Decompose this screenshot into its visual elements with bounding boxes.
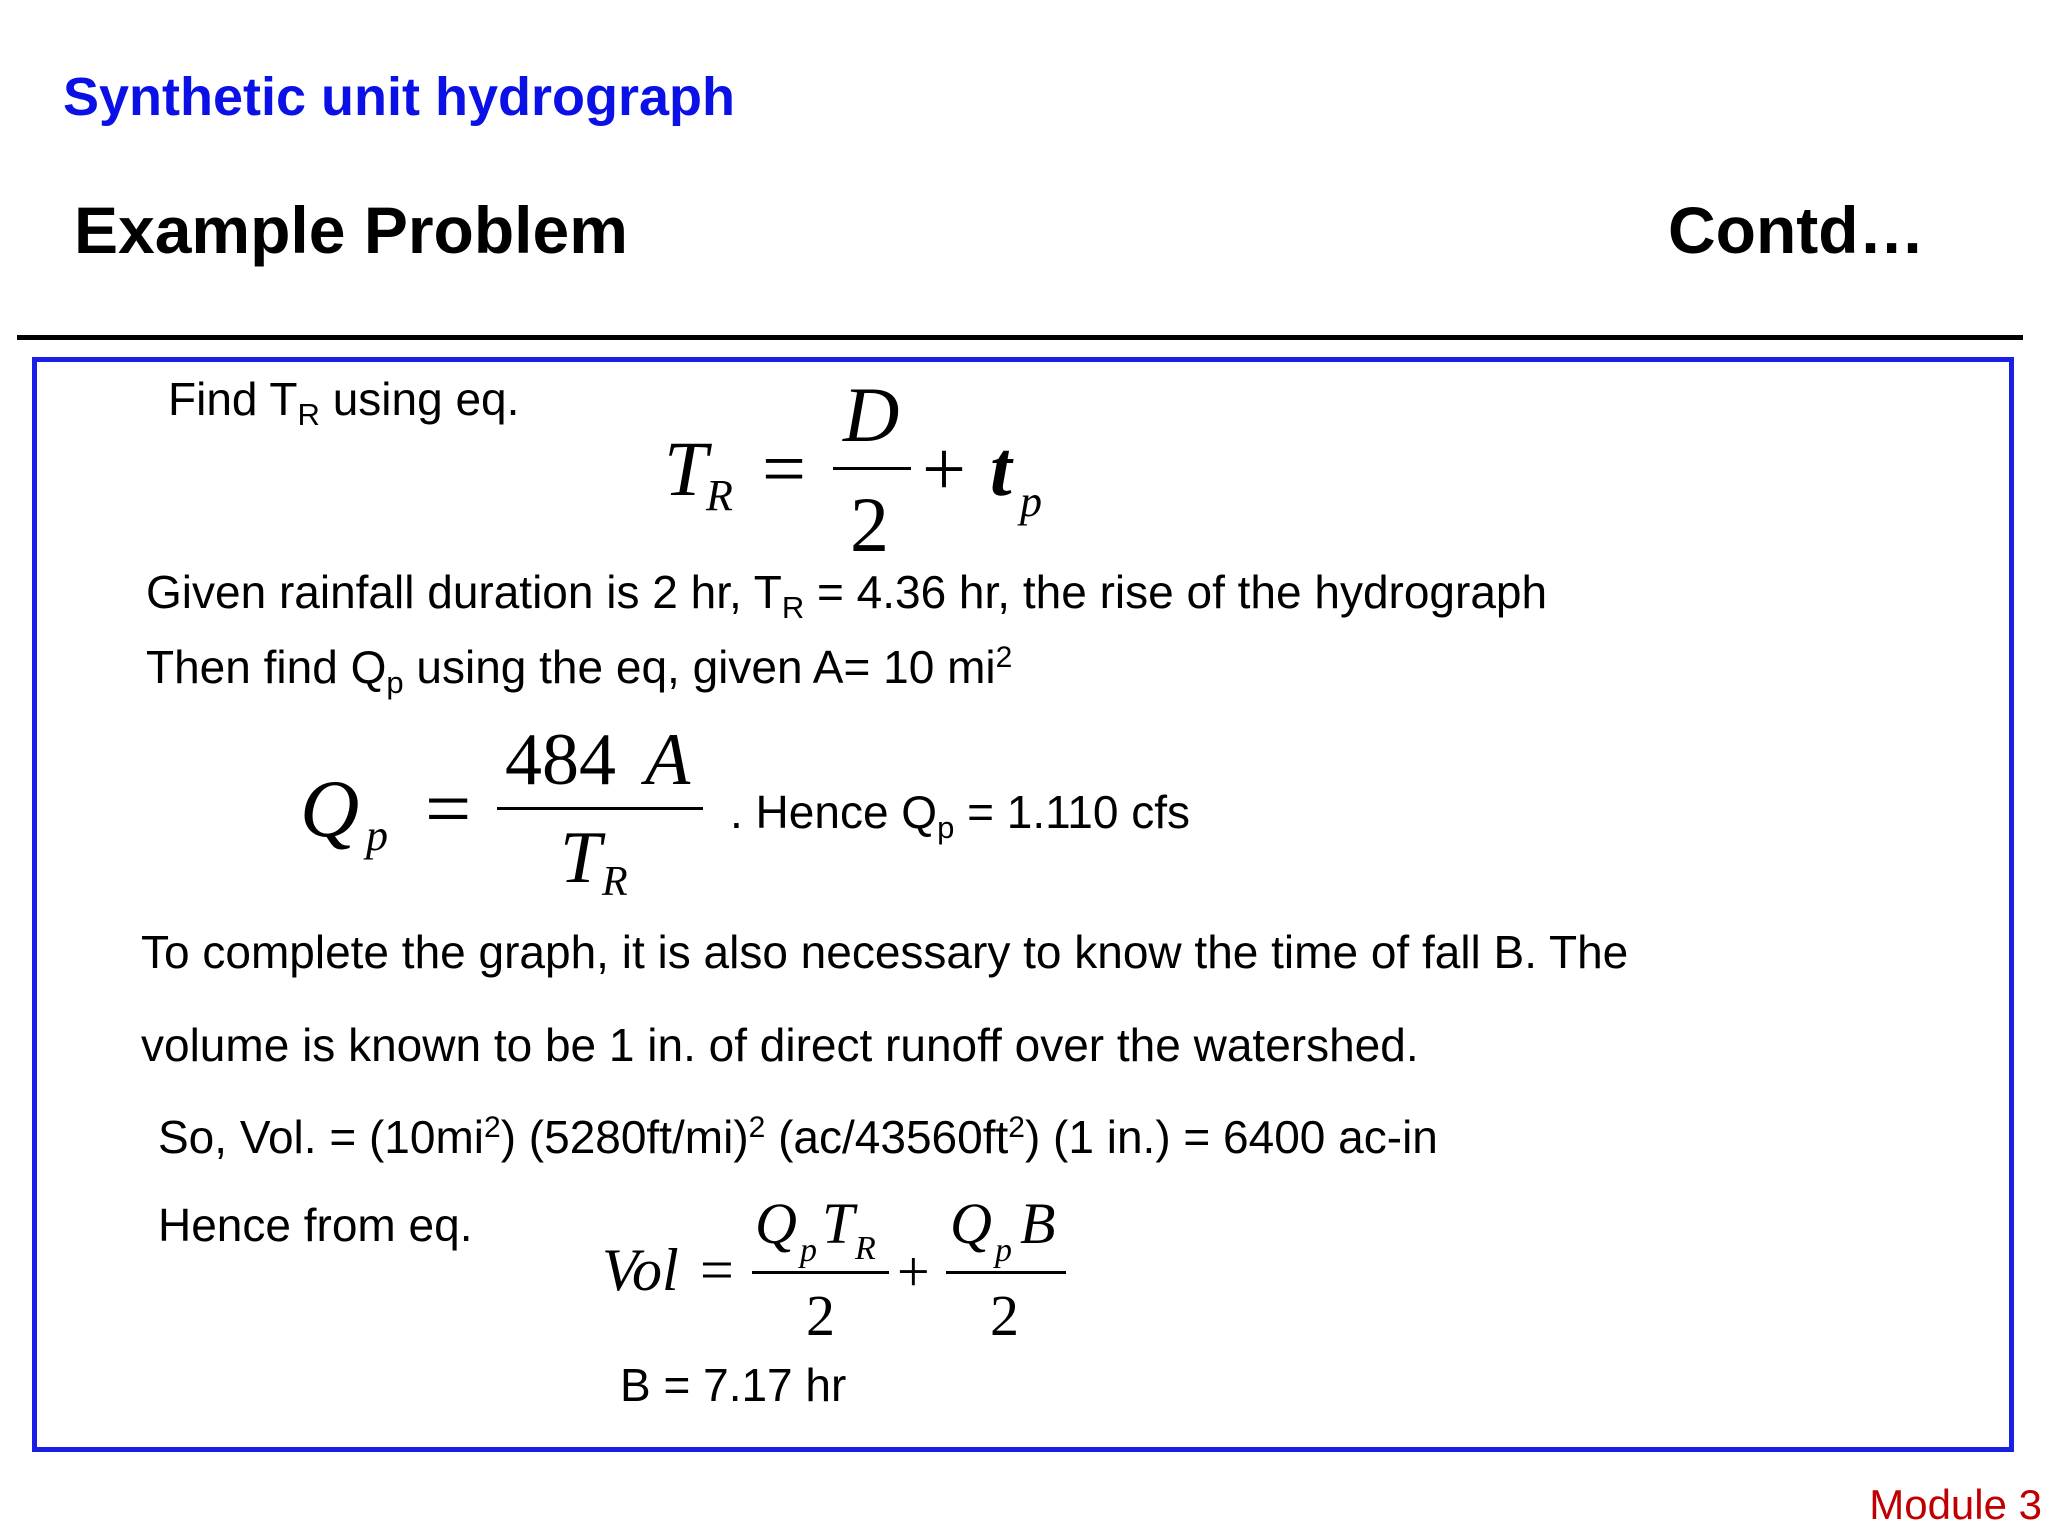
eq-tr-plus: +	[922, 425, 966, 512]
eq-vol-t1-t-sub: R	[855, 1230, 876, 1267]
eq-qp-equals: =	[425, 763, 472, 854]
eq-qp-denominator-sub: R	[602, 859, 628, 905]
given-rainfall-text: Given rainfall duration is 2 hr, $T_R = 4.36$ hr, the rise of the hydrograph	[146, 566, 1548, 625]
complete-graph-line-1: To complete the graph, it is also necessary to know the time of fall B. The	[141, 926, 1629, 978]
eq-vol-equals: =	[700, 1237, 734, 1303]
eq-vol-t2-q: Q	[950, 1191, 992, 1256]
hence-from-text: Hence from eq.	[158, 1199, 473, 1251]
eq-vol-plus: +	[897, 1239, 930, 1304]
eq-vol-t1-q-sub: p	[800, 1232, 817, 1269]
eq-tr-lhs-sub: R	[706, 471, 733, 520]
eq-tr-denominator: 2	[850, 481, 889, 568]
eq-tr-t-sub: p	[1020, 477, 1042, 526]
eq-vol-lhs: Vol	[602, 1237, 679, 1303]
result-b-text: B = 7.17 hr	[620, 1359, 847, 1411]
eq-tr-fraction-bar	[833, 467, 911, 470]
eq-tr-numerator: D	[843, 371, 900, 458]
eq-qp-numerator-var: A	[645, 719, 691, 801]
eq-tr-lhs: T	[664, 425, 708, 512]
eq-vol-t1-q: Q	[755, 1191, 797, 1256]
find-qp-text: Then find $Q_p$ using the eq, given A= 10 $mi^2$	[146, 641, 1013, 700]
eq-qp-denominator: T	[560, 817, 602, 899]
header-divider	[17, 335, 2023, 340]
complete-graph-line-2: volume is known to be 1 in. of direct runoff over the watershed.	[141, 1019, 1419, 1071]
volume-calc-text: So, Vol. = $(10mi^2)$ $(5280ft/mi)^2$ $(ac/43560ft^2)$ (1 in.) = 6400 ac-in	[158, 1111, 1438, 1163]
eq-qp-lhs-sub: p	[366, 811, 388, 860]
hence-qp-text: . Hence $Q_p = 1.110$ cfs	[730, 786, 1191, 845]
eq-tr-t: t	[990, 425, 1012, 512]
eq-tr-equals: =	[762, 425, 806, 512]
continued-label: Contd…	[1668, 193, 1925, 267]
eq-vol-t1-fraction-bar	[752, 1271, 889, 1274]
eq-qp-fraction-bar	[497, 807, 703, 810]
eq-qp-lhs: Q	[300, 763, 360, 854]
eq-qp-numerator: 484	[505, 719, 616, 801]
eq-vol-t2-b: B	[1020, 1191, 1056, 1256]
module-label: Module 3	[1869, 1481, 2042, 1528]
slide-title: Example Problem	[74, 193, 628, 267]
section-subtitle: Synthetic unit hydrograph	[63, 67, 736, 127]
eq-vol-t1-t: T	[822, 1191, 855, 1256]
find-tr-text: Find $T_R$ using eq.	[168, 373, 520, 432]
eq-vol-t2-den: 2	[990, 1283, 1019, 1348]
eq-vol-t2-q-sub: p	[995, 1232, 1012, 1269]
eq-vol-t2-fraction-bar	[946, 1271, 1066, 1274]
eq-vol-t1-den: 2	[806, 1283, 835, 1348]
